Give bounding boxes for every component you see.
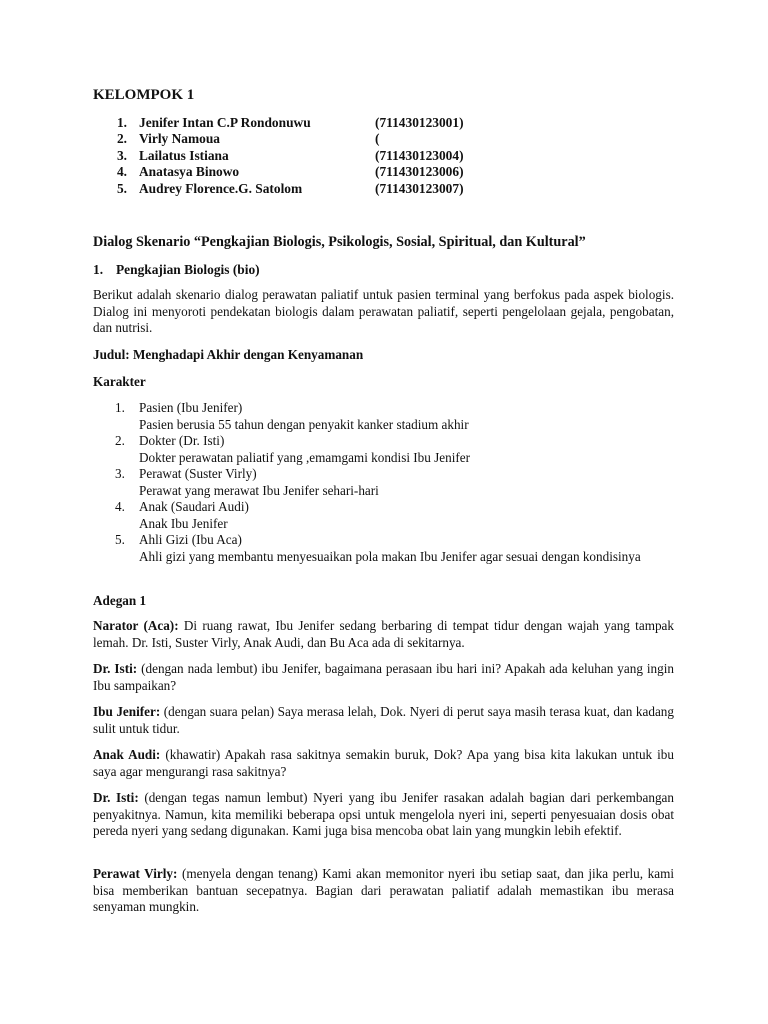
member-nim: (711430123001) [375, 115, 464, 130]
dialogue-text: Di ruang rawat, Ibu Jenifer sedang berbaring di tempat tidur dengan wajah yang tampak lemah. Dr. Isti, Suster Virly, Anak Audi, dan Bu Aca ada di sekitarnya. [93, 618, 674, 650]
dialogue-text: (menyela dengan tenang) Kami akan memonitor nyeri ibu setiap saat, dan jika perlu, kami bisa memberikan bantuan secepatnya. Bagian dari perawatan paliatif adalah memastikan ibu merasa senyaman mungkin. [93, 866, 674, 914]
dialogue-paragraph [93, 790, 674, 840]
character-desc: Pasien berusia 55 tahun dengan penyakit kanker stadium akhir [139, 416, 469, 432]
character-number: 1. [115, 400, 125, 415]
character-title: Anak (Saudari Audi) [139, 499, 249, 514]
adegan-heading: Adegan 1 [93, 593, 147, 608]
group-title: KELOMPOK 1 [93, 87, 195, 103]
member-nim: (711430123004) [375, 148, 464, 163]
section-title [93, 262, 260, 278]
dialogue-text: (khawatir) Apakah rasa sakitnya semakin buruk, Dok? Apa yang bisa kita lakukan untuk ibu saya agar mengurangi rasa sakitnya? [93, 747, 674, 779]
dialogue-text: (dengan tegas namun lembut) Nyeri yang ibu Jenifer rasakan adalah bagian dari perkembangan penyakitnya. Namun, kita memiliki beberapa opsi untuk mengelola nyeri ini, seperti penyesuaian dosis obat pereda nyeri yang sedang digunakan. Kami juga bisa mencoba obat lain yang mungkin lebih efektif. [93, 790, 674, 838]
character-desc: Ahli gizi yang membantu menyesuaikan pola makan Ibu Jenifer agar sesuai dengan kondisinya [139, 548, 641, 564]
dialogue-paragraph [93, 747, 674, 780]
member-nim: ( [375, 131, 380, 146]
member-number: 2. [116, 131, 127, 146]
member-number: 4. [116, 164, 127, 179]
character-title: Dokter (Dr. Isti) [139, 433, 225, 448]
character-desc: Perawat yang merawat Ibu Jenifer sehari-hari [139, 482, 379, 498]
dialogue-speaker: Anak Audi: [93, 747, 161, 762]
dialog-title: Dialog Skenario “Pengkajian Biologis, Psikologis, Sosial, Spiritual, dan Kultural” [93, 234, 586, 250]
member-nim: (711430123007) [375, 181, 464, 196]
member-number: 5. [116, 181, 127, 196]
section-number: 1. [93, 262, 104, 277]
character-title: Pasien (Ibu Jenifer) [139, 400, 243, 415]
character-title: Ahli Gizi (Ibu Aca) [139, 532, 242, 547]
dialogue-text: (dengan suara pelan) Saya merasa lelah, Dok. Nyeri di perut saya masih terasa kuat, dan kadang sulit untuk tidur. [93, 704, 674, 736]
dialogue-speaker: Dr. Isti: [93, 661, 138, 676]
dialogue-paragraph [93, 704, 674, 737]
judul-heading: Judul: Menghadapi Akhir dengan Kenyamanan [93, 347, 364, 362]
karakter-heading: Karakter [93, 374, 146, 389]
member-name: Audrey Florence.G. Satolom [139, 181, 303, 196]
character-number: 4. [115, 499, 125, 514]
member-number: 1. [116, 115, 127, 130]
member-name: Lailatus Istiana [139, 148, 229, 163]
character-number: 5. [115, 532, 125, 547]
dialogue-paragraph [93, 661, 674, 694]
dialogue-speaker: Narator (Aca): [93, 618, 179, 633]
dialogue-paragraph [93, 618, 674, 651]
member-name: Jenifer Intan C.P Rondonuwu [139, 115, 311, 130]
member-number: 3. [116, 148, 127, 163]
character-desc: Dokter perawatan paliatif yang ,emamgami kondisi Ibu Jenifer [139, 449, 471, 465]
section-title-text: Pengkajian Biologis (bio) [116, 262, 260, 277]
member-name: Anatasya Binowo [139, 164, 240, 179]
dialogue-text: (dengan nada lembut) ibu Jenifer, bagaimana perasaan ibu hari ini? Apakah ada keluhan yang ingin Ibu sampaikan? [93, 661, 674, 693]
member-nim: (711430123006) [375, 164, 464, 179]
character-number: 2. [115, 433, 125, 448]
character-title: Perawat (Suster Virly) [139, 466, 257, 481]
character-number: 3. [115, 466, 125, 481]
member-name: Virly Namoua [139, 131, 220, 146]
dialogue-speaker: Dr. Isti: [93, 790, 139, 805]
dialogue-speaker: Ibu Jenifer: [93, 704, 161, 719]
character-desc: Anak Ibu Jenifer [139, 515, 228, 531]
dialogue-speaker: Perawat Virly: [93, 866, 178, 881]
intro-paragraph: Berikut adalah skenario dialog perawatan paliatif untuk pasien terminal yang berfokus pada aspek biologis. Dialog ini menyoroti pendekatan biologis dalam perawatan paliatif, seperti pengelolaan gejala, pengobatan, dan nutrisi. [93, 287, 674, 335]
dialogue-paragraph [93, 866, 674, 916]
